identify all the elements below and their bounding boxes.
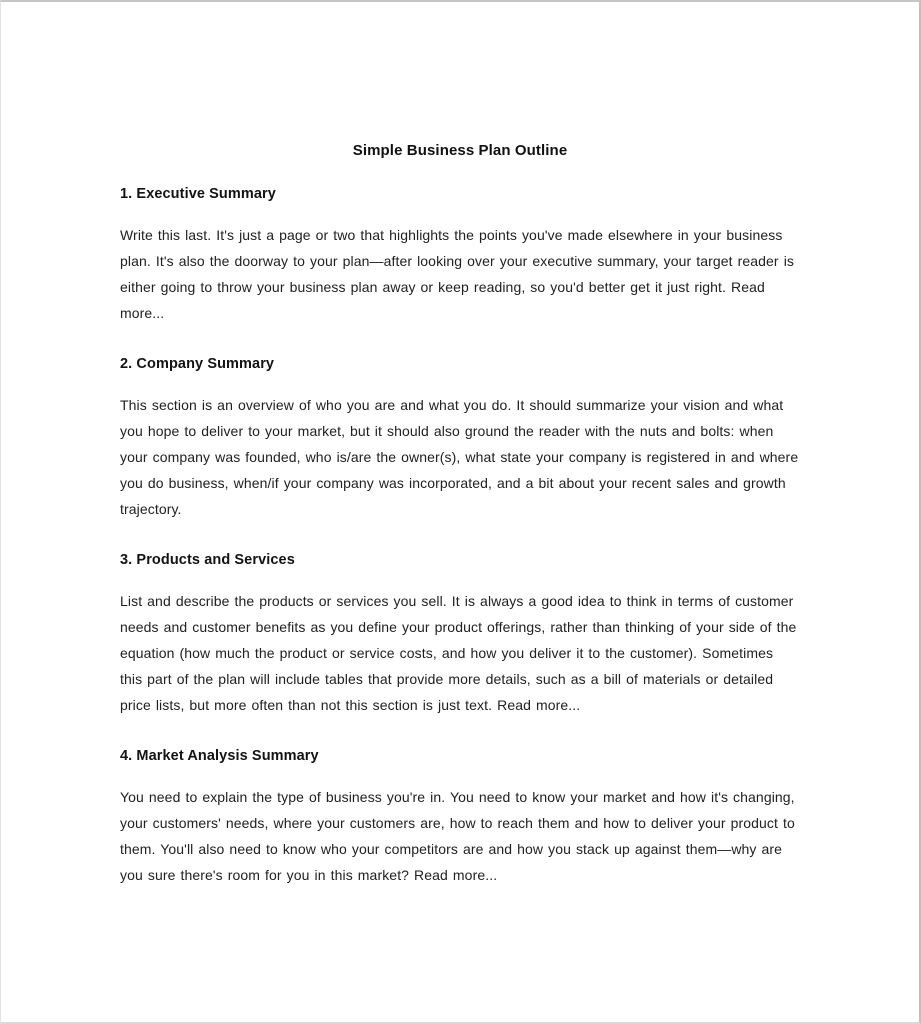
section-heading-market-analysis-summary: 4. Market Analysis Summary <box>120 748 319 764</box>
section-heading-products-and-services: 3. Products and Services <box>120 552 295 568</box>
section-company-summary <box>120 351 800 522</box>
section-heading-executive-summary: 1. Executive Summary <box>120 186 276 202</box>
section-executive-summary <box>120 181 800 326</box>
section-body-products-and-services: List and describe the products or services you sell. It is always a good idea to think in terms of customer needs and customer benefits as you define your product offerings, rather than thinking of your side of the equation (how much the product or service costs, and how you deliver it to the customer). Sometimes this part of the plan will include tables that provide more details, such as a bill of materials or detailed price lists, but more often than not this section is just text. Read more... <box>120 593 797 713</box>
section-body-market-analysis-summary: You need to explain the type of business you're in. You need to know your market and how it's changing, your customers' needs, where your customers are, how to reach them and how to deliver your product to them. You'll also need to know who your competitors are and how you stack up against them—why are you sure there's room for you in this market? Read more... <box>120 789 795 883</box>
document-title: Simple Business Plan Outline <box>352 142 568 159</box>
section-market-analysis-summary <box>120 743 800 888</box>
section-body-company-summary: This section is an overview of who you are and what you do. It should summarize your vision and what you hope to deliver to your market, but it should also ground the reader with the nuts and bolts: when your company was founded, who is/are the owner(s), what state your company is registered in and where you do business, when/if your company was incorporated, and a bit about your recent sales and growth trajectory. <box>120 397 799 517</box>
section-products-and-services <box>120 547 800 718</box>
document-content <box>1 2 919 1022</box>
section-body-executive-summary: Write this last. It's just a page or two that highlights the points you've made elsewhere in your business plan. It's also the doorway to your plan—after looking over your executive summary, your target reader is either going to throw your business plan away or keep reading, so you'd better get it just right. Read more... <box>120 227 794 321</box>
section-heading-company-summary: 2. Company Summary <box>120 356 275 372</box>
